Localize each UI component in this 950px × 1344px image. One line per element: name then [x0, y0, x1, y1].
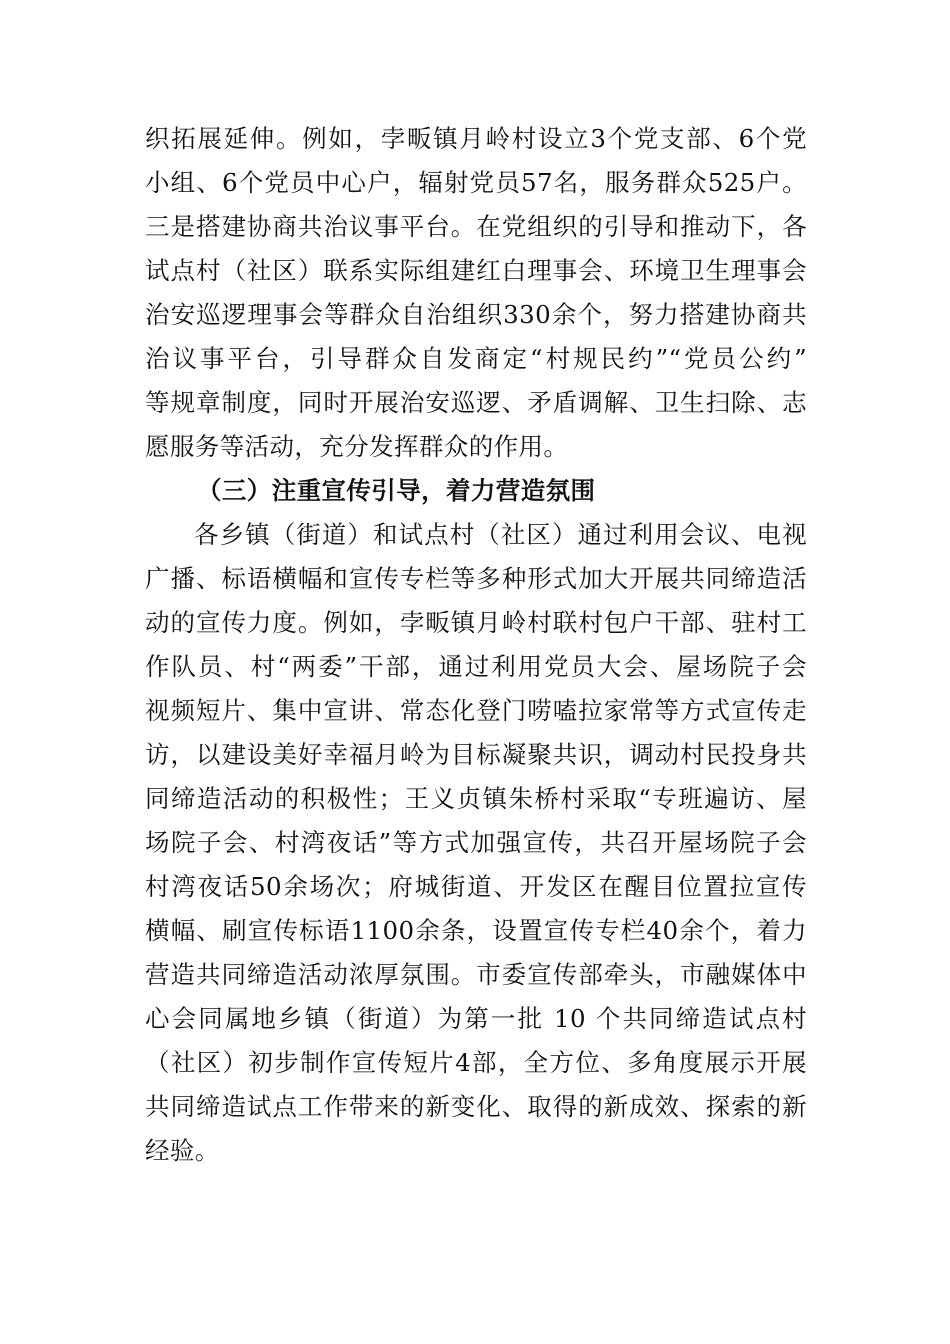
- document-body: [145, 117, 807, 1173]
- text-line: 横幅、刷宣传标语1100余条，设置宣传专栏40余个，着力: [145, 916, 807, 945]
- text-line: 视频短片、集中宣讲、常态化登门唠嗑拉家常等方式宣传走: [145, 696, 807, 725]
- paragraph-party-organization: [145, 117, 807, 469]
- text-line: 各乡镇（街道）和试点村（社区）通过利用会议、电视: [194, 520, 807, 549]
- text-line: 营造共同缔造活动浓厚氛围。市委宣传部牵头，市融媒体中: [145, 960, 807, 989]
- text-line: 小组、6个党员中心户，辐射党员57名，服务群众525户。: [145, 168, 807, 197]
- text-line: 三是搭建协商共治议事平台。在党组织的引导和推动下，各: [145, 212, 807, 241]
- text-line: 访，以建设美好幸福月岭为目标凝聚共识，调动村民投身共: [145, 740, 807, 769]
- text-line: 广播、标语横幅和宣传专栏等多种形式加大开展共同缔造活: [145, 564, 807, 593]
- text-line: 经验。: [145, 1136, 220, 1165]
- text-line: （社区）初步制作宣传短片4部，全方位、多角度展示开展: [145, 1048, 807, 1077]
- text-line: 作队员、村“两委”干部，通过利用党员大会、屋场院子会: [145, 652, 807, 681]
- text-line: 试点村（社区）联系实际组建红白理事会、环境卫生理事会: [145, 256, 807, 285]
- text-line: 村湾夜话50余场次；府城街道、开发区在醒目位置拉宣传: [145, 872, 807, 901]
- text-line: 动的宣传力度。例如，孛畈镇月岭村联村包户干部、驻村工: [145, 608, 807, 637]
- text-line: 治议事平台，引导群众自发商定“村规民约”“党员公约”: [145, 344, 807, 373]
- text-line: 织拓展延伸。例如，孛畈镇月岭村设立3个党支部、6个党: [145, 124, 807, 153]
- section-heading: （三）注重宣传引导，着力营造氛围: [197, 476, 596, 505]
- paragraph-publicity: [145, 513, 807, 1173]
- text-line: 愿服务等活动，充分发挥群众的作用。: [145, 432, 569, 461]
- text-line: 治安巡逻理事会等群众自治组织330余个，努力搭建协商共: [145, 300, 807, 329]
- text-line: 同缔造活动的积极性；王义贞镇朱桥村采取“专班遍访、屋: [145, 784, 807, 813]
- text-line: 共同缔造试点工作带来的新变化、取得的新成效、探索的新: [145, 1092, 807, 1121]
- text-line: 心会同属地乡镇（街道）为第一批 10 个共同缔造试点村: [145, 1004, 807, 1033]
- text-line: 场院子会、村湾夜话”等方式加强宣传，共召开屋场院子会: [145, 828, 807, 857]
- text-line: 等规章制度，同时开展治安巡逻、矛盾调解、卫生扫除、志: [145, 388, 807, 417]
